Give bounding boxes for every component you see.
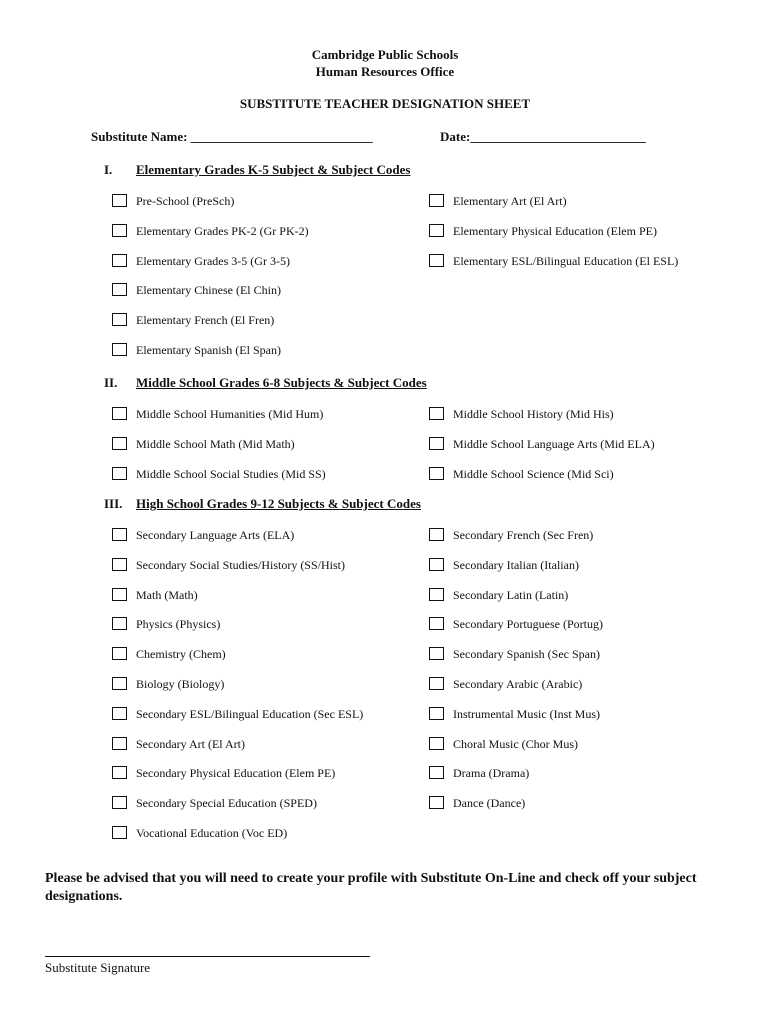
checkbox[interactable] — [112, 283, 127, 296]
option-label: Secondary Social Studies/History (SS/Hist) — [136, 558, 345, 572]
option-label: Instrumental Music (Inst Mus) — [453, 707, 600, 721]
checkbox[interactable] — [112, 254, 127, 267]
checkbox[interactable] — [429, 647, 444, 660]
option-label: Dance (Dance) — [453, 796, 526, 810]
option-label: Drama (Drama) — [453, 766, 530, 780]
section-heading — [104, 162, 411, 178]
checkbox[interactable] — [112, 313, 127, 326]
option-label: Middle School Math (Mid Math) — [136, 437, 295, 451]
section-numeral: I. — [104, 162, 113, 177]
checkbox[interactable] — [112, 194, 127, 207]
header-office: Human Resources Office — [315, 64, 455, 79]
option-label: Elementary Chinese (El Chin) — [136, 283, 281, 297]
signature-label: Substitute Signature — [45, 960, 151, 975]
option-label: Secondary ESL/Bilingual Education (Sec ESL) — [136, 707, 364, 721]
checkbox[interactable] — [112, 766, 127, 779]
section-heading — [104, 375, 427, 391]
checkbox[interactable] — [429, 437, 444, 450]
checkbox[interactable] — [112, 617, 127, 630]
option-label: Elementary Art (El Art) — [453, 194, 567, 208]
checkbox[interactable] — [429, 737, 444, 750]
checkbox[interactable] — [112, 467, 127, 480]
section-heading — [104, 496, 421, 512]
checkbox[interactable] — [112, 826, 127, 839]
checkbox[interactable] — [112, 796, 127, 809]
option-label: Secondary Art (El Art) — [136, 737, 245, 751]
checkbox[interactable] — [112, 528, 127, 541]
checkbox[interactable] — [429, 588, 444, 601]
checkbox[interactable] — [429, 254, 444, 267]
page-title: SUBSTITUTE TEACHER DESIGNATION SHEET — [239, 96, 531, 111]
checkbox[interactable] — [112, 588, 127, 601]
section-numeral: III. — [104, 496, 123, 511]
signature-line[interactable] — [45, 956, 370, 957]
checkbox[interactable] — [429, 407, 444, 420]
option-label: Middle School Science (Mid Sci) — [453, 467, 614, 481]
option-label: Middle School History (Mid His) — [453, 407, 614, 421]
checkbox[interactable] — [429, 528, 444, 541]
option-label: Pre-School (PreSch) — [136, 194, 235, 208]
option-label: Biology (Biology) — [136, 677, 225, 691]
option-label: Physics (Physics) — [136, 617, 221, 631]
option-label: Secondary Physical Education (Elem PE) — [136, 766, 336, 780]
option-label: Secondary Spanish (Sec Span) — [453, 647, 600, 661]
option-label: Middle School Social Studies (Mid SS) — [136, 467, 326, 481]
option-label: Middle School Humanities (Mid Hum) — [136, 407, 324, 421]
option-label: Secondary Portuguese (Portug) — [453, 617, 603, 631]
substitute-name-field[interactable]: Substitute Name: ____________________________ — [91, 129, 373, 144]
option-label: Elementary Grades PK-2 (Gr PK-2) — [136, 224, 309, 238]
section-numeral: II. — [104, 375, 118, 390]
header-school: Cambridge Public Schools — [311, 47, 459, 62]
checkbox[interactable] — [429, 194, 444, 207]
option-label: Secondary Latin (Latin) — [453, 588, 569, 602]
option-label: Vocational Education (Voc ED) — [136, 826, 288, 840]
option-label: Elementary Physical Education (Elem PE) — [453, 224, 657, 238]
option-label: Chemistry (Chem) — [136, 647, 226, 661]
checkbox[interactable] — [112, 707, 127, 720]
option-label: Elementary Spanish (El Span) — [136, 343, 281, 357]
option-label: Elementary ESL/Bilingual Education (El ESL) — [453, 254, 679, 268]
notice-text: Please be advised that you will need to create your profile with Substitute On-Line and check off your subject designations. — [45, 871, 697, 904]
option-label: Math (Math) — [136, 588, 198, 602]
section-title: Middle School Grades 6-8 Subjects & Subject Codes — [136, 375, 427, 390]
checkbox[interactable] — [429, 677, 444, 690]
checkbox[interactable] — [112, 407, 127, 420]
checkbox[interactable] — [429, 467, 444, 480]
option-label: Secondary Language Arts (ELA) — [136, 528, 295, 542]
checkbox[interactable] — [112, 437, 127, 450]
option-label: Secondary French (Sec Fren) — [453, 528, 594, 542]
checkbox[interactable] — [429, 766, 444, 779]
checkbox[interactable] — [112, 647, 127, 660]
checkbox[interactable] — [112, 737, 127, 750]
checkbox[interactable] — [429, 617, 444, 630]
checkbox[interactable] — [429, 707, 444, 720]
checkbox[interactable] — [429, 558, 444, 571]
checkbox[interactable] — [429, 224, 444, 237]
checkbox[interactable] — [112, 343, 127, 356]
checkbox[interactable] — [112, 677, 127, 690]
option-label: Secondary Arabic (Arabic) — [453, 677, 583, 691]
option-label: Choral Music (Chor Mus) — [453, 737, 578, 751]
date-field[interactable]: Date:___________________________ — [440, 129, 646, 144]
section-title: Elementary Grades K-5 Subject & Subject Codes — [136, 162, 411, 177]
option-label: Secondary Special Education (SPED) — [136, 796, 317, 810]
option-label: Secondary Italian (Italian) — [453, 558, 579, 572]
option-label: Elementary Grades 3-5 (Gr 3-5) — [136, 254, 290, 268]
section-title: High School Grades 9-12 Subjects & Subject Codes — [136, 496, 421, 511]
checkbox[interactable] — [112, 558, 127, 571]
checkbox[interactable] — [112, 224, 127, 237]
checkbox[interactable] — [429, 796, 444, 809]
option-label: Elementary French (El Fren) — [136, 313, 275, 327]
option-label: Middle School Language Arts (Mid ELA) — [453, 437, 655, 451]
